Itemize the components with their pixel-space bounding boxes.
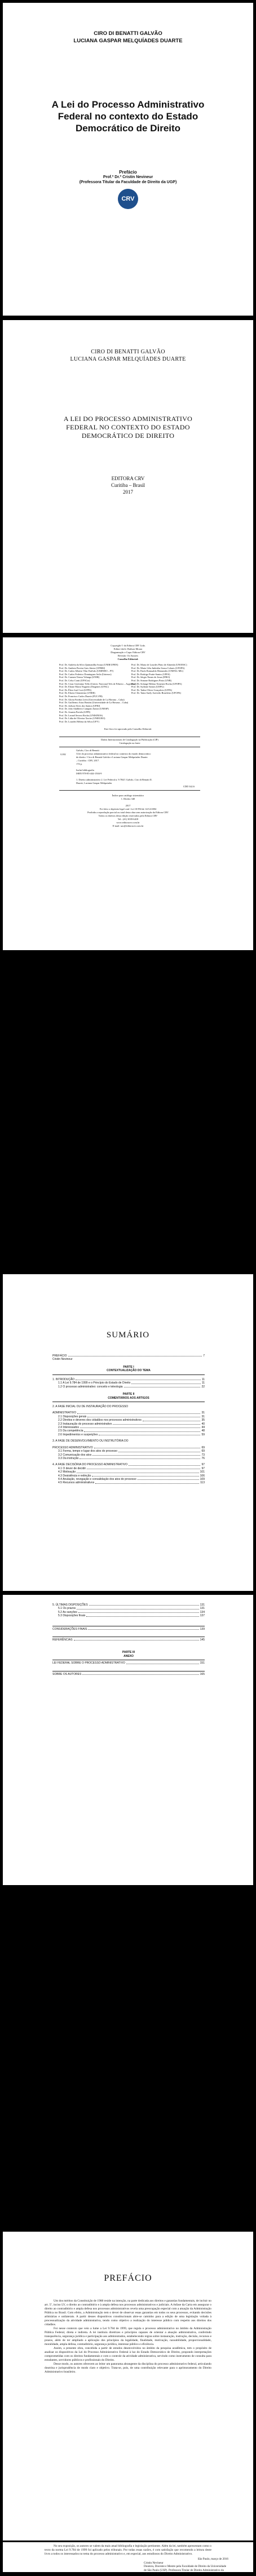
title-page-publisher-block (3, 475, 253, 495)
cover-title (3, 99, 253, 134)
cover-preface-label: Prefácio (119, 170, 137, 175)
preface-body (45, 2299, 211, 2374)
cover-authors (3, 30, 253, 45)
toc-entry[interactable] (52, 1439, 205, 1443)
toc-part-2 (52, 1393, 205, 1400)
title-page (3, 320, 253, 633)
toc-entry-page: 97 (201, 1466, 205, 1470)
toc-entry-title: 2. A FASE INICIAL OU DE INSTAURAÇÃO DO PROCESSO (52, 1405, 129, 1409)
copyright-line-4: Revisão: Os Autores (117, 654, 139, 657)
toc-authors-label: SOBRE OS AUTORES (52, 1672, 82, 1676)
toc-leader (129, 1463, 200, 1465)
cover-author-2: LUCIANA GASPAR MELQUÍADES DUARTE (73, 38, 183, 44)
editorial-board-member: Prof. Dr. Tadeu Oliver Gonçalves (UFPA) (131, 688, 173, 691)
editorial-board-member: Prof. Dr. Sydione Santos (UEPG) (131, 685, 164, 689)
editorial-board-member: Prof. Dr. Josania Portela (UFPI) (59, 710, 91, 713)
toc-leader (87, 1467, 200, 1469)
editorial-board-member: Prof. Dr. Tania Suely Azevedo Brasileiro (UFOPA) (131, 691, 182, 695)
toc-leader (84, 1429, 200, 1431)
legal-line-5: www.editoracrv.com.br (116, 821, 140, 824)
toc-entry-page: 106 (200, 1474, 205, 1478)
toc-leader (143, 1418, 201, 1421)
copyright-line-3: Diagramação e Capa: Editora CRV (111, 651, 145, 654)
editorial-board-member: Prof. Dr. Lídia de Oliveira Xavier (UNIEURO) (59, 717, 105, 720)
toc-part-1-sub: CONTEXTUALIZAÇÃO DO TEMA (107, 1369, 151, 1373)
toc-entry-page: 69 (201, 1446, 205, 1449)
toc-entry-page: 11 (201, 1381, 205, 1385)
copyright-line-2: Editor-chefe: Railson Moura (113, 648, 143, 650)
toc-entry-title: 2.2 Direitos e deveres dos cidadãos nos processos administrativos (58, 1418, 142, 1422)
editorial-board-member: Prof. Dr. Francisco Carlos Duarte (PUC-PR) (59, 694, 103, 698)
toc-preface-author (52, 1358, 205, 1361)
toc-annex-page: 151 (200, 1661, 205, 1665)
title-page-title-line-1: A LEI DO PROCESSO ADMINISTRATIVO (63, 415, 193, 423)
editorial-board-member: Prof. Dr. Élsio José Corá (UFFS) (59, 688, 91, 691)
toc-entry-title: 4. A FASE DECISÓRIA DO PROCESSO ADMINISTRATIVO (52, 1463, 127, 1467)
toc-leader (94, 1446, 201, 1448)
editorial-board-member: Prof. Dr. Paulo Romualdo Hernandes (UNIFAL-MG) (131, 670, 183, 673)
toc-leader (92, 1474, 198, 1477)
toc-entry-title: 1.2 O processo administrativo: conceito e teleologia (58, 1385, 123, 1389)
toc-entry-page: 22 (201, 1385, 205, 1389)
editorial-board-member: Prof. Dr. Carlos Federico Dominguez Avila (Unieuro) (59, 672, 112, 676)
editorial-board-member: Prof. Dr. Maria de Lourdes Pinto de Almeida (UNOESC) (131, 663, 187, 666)
editorial-board-member: Prof. Dr. Lourdes Helena da Silva (UFV) (59, 720, 99, 723)
title-page-title-line-3: DEMOCRÁTICO DE DIREITO (81, 432, 175, 440)
preface-continued-page (3, 2542, 253, 2576)
toc-leader (92, 1453, 200, 1456)
editorial-board-member: Prof. Dr. Carmen Tereza Velanga (UNIR) (59, 676, 100, 679)
cip-line: 1. Direito administrativo 2. Lei Federal n. 9.784/1 Galvão, Ciro di Benatti II. (76, 778, 152, 781)
catalog-index-item: 1. Direito 340 (121, 797, 135, 800)
toc-leader (124, 1385, 201, 1387)
toc-leader (138, 1478, 199, 1480)
toc-leader (95, 1481, 199, 1483)
editorial-board-member: Prof. Dr. Guillermo Arias Beatón (Universidade de La Havana – Cuba) (59, 701, 129, 704)
cip-line: Duarte, Luciana Gaspar Melquíades (76, 782, 112, 784)
cip-title (59, 737, 200, 745)
toc-entry-page: 131 (200, 1603, 205, 1607)
editorial-board-member: Prof. Dr. Simone Rodrigues Pinto (UNB) (131, 679, 172, 682)
cover-preface-by: Prof.º Dr.º Cristin Nevineur (103, 175, 153, 179)
table-of-contents-continued (52, 1600, 205, 1676)
legal-line-1: Foi feito o depósito legal conf. Lei 10.994 de 14/12/2004 (99, 808, 157, 810)
toc-part-3-title: PARTE III (122, 1651, 135, 1655)
toc-chapters-list (52, 1405, 205, 1485)
title-page-author-2: LUCIANA GASPAR MELQUÍADES DUARTE (70, 356, 186, 362)
toc-entry[interactable] (52, 1481, 205, 1484)
cover-author-1: CIRO DI BENATTI GALVÃO (94, 30, 162, 37)
toc-entry-title: 2.4 Interessados (58, 1426, 79, 1430)
toc-leader (78, 1611, 199, 1613)
toc-references-label: REFERÊNCIAS (52, 1638, 73, 1642)
preface-paragraph: Um dos méritos da Constituição de 1988 reside na intenção, na parte dedicada aos direitos e garantias fundamentais, de incluir no art. 5º, inciso LV, o direito ao contraditório e à ampla defesa nos processos administrativos e judiciais. A ênfase da Carta em assegurar o direito ao contraditório e ampla defesa nos processos administrativos revela uma preocupação especial com a atuação da Administração Pública no Brasil. Com efeito, a Administração tem o dever de observar essas garantias em todos os seus processos, evitando decisões arbitrárias e unilaterais. A partir desses dispositivos constitucionais abre-se caminho para a edição de uma legislação voltada à processualização da atividade administrativa, tendo como objetivo a realização do interesse público com respeito aos direitos dos cidadãos. (45, 2299, 211, 2326)
legal-line-6: E-mail: sac@editoracrv.com.br (112, 824, 144, 827)
title-page-author-1: CIRO DI BENATTI GALVÃO (91, 349, 165, 355)
toc-preface-label: PREFÁCIO (52, 1354, 67, 1358)
cover-title-line-1: A Lei do Processo Administrativo (51, 99, 205, 110)
toc-leader (82, 1673, 198, 1675)
preface-paragraph: Desse modo, os autores oferecem ao leitor um panorama abrangente da disciplina do processo administrativo federal, articulando doutrina e jurisprudência de modo claro e objetivo. Trata-se, pois, de uma contribuição relevante para o aprimoramento do Direito Administrativo brasileiro. (45, 2362, 211, 2374)
editorial-board-member: Prof. Dr. Elione Maria Nogueira Diogenes (UFAL) (59, 685, 109, 689)
editorial-board-member: Prof. Dr. Leonel Severo Rocha (UNISINOS) (59, 713, 103, 717)
editorial-board (59, 663, 200, 723)
toc-entry-title: 3.1 Forma, tempo e lugar dos atos do processo (58, 1449, 118, 1453)
cip-title-line-1: Dados Internacionais de Catalogação na Publicação (CIP) (101, 738, 158, 741)
toc-leader (99, 1433, 200, 1435)
preface-paragraph: Foi nesse contexto que veio a lume a Lei 9.784 de 1999, que regula o processo administrativo no âmbito da Administração Pública Federal, direta e indireta. A lei instituiu diretrizes e princípios capazes de orientar a atuação administrativa, conferindo transparência, segurança jurídica e participação aos administrados, estabelecendo regras sobre instauração, instrução, decisão, recursos e prazos, além de ter ampliado a aplicação dos princípios da legalidade, finalidade, motivação, razoabilidade, proporcionalidade, moralidade, ampla defesa, contraditório, segurança jurídica, interesse público e eficiência. (45, 2327, 211, 2346)
editorial-board-member: Prof. Dr. João Adalberto Campato Junior (UNESP) (59, 707, 109, 711)
toc-authors-page: 165 (200, 1672, 205, 1676)
preface-closing-paragraph: No seu exposição, os autores se valem da mais atual bibliografia e legislação pertinente. Além da lei, também apresentam como o texto da norma Lei 9.784 de 1999 foi aplicado pelos tribunais. Por todas essas razões, é com satisfação que recomendo a leitura deste livro a todos os interessados no tema do processo administrativo e, em especial, aos estudiosos do Direito Administrativo. (45, 2544, 211, 2556)
toc-entry-page: 48 (201, 1429, 205, 1433)
cip-line: 174 p. (76, 762, 82, 765)
preface-paragraph: Assim, a presente obra, concebida a partir de estudos desenvolvidos no âmbito da pesquisa acadêmica, tem o propósito de analisar os dispositivos da Lei do Processo Administrativo Federal à luz do Estado Democrático de Direito, propondo interpretações comprometidas com os direitos fundamentais e com o controle da atividade administrativa, servindo como instrumento de consulta para estudantes, servidores públicos e profissionais do Direito. (45, 2347, 211, 2362)
toc-entry-title: 5.1 Os prazos (58, 1607, 76, 1611)
toc-entry-title: 2.5 Da competência (58, 1429, 83, 1433)
copyright-page (3, 637, 253, 950)
toc-entry-title: ADMINISTRATIVO (52, 1411, 77, 1415)
toc-leader (77, 1607, 199, 1609)
toc-references-page: 145 (200, 1638, 205, 1642)
toc-entry-page: 31 (201, 1415, 205, 1418)
cip-line: – Curitiba : CRV, 2017. (76, 759, 100, 762)
table-of-contents (52, 1354, 205, 1485)
toc-entry-title: 4.4 Anulação, revogação e convalidação dos atos do processo (58, 1477, 136, 1481)
editorial-board-member: Prof. Dr. Antônio Pereira Gaio Júnior (UFRRJ) (59, 666, 105, 670)
legal-line-3: Todos os direitos desta edição reservados pela Editora CRV (98, 814, 158, 817)
legal-line-2: Proibida a reprodução parcial ou total desta obra sem autorização da Editora CRV (87, 811, 169, 814)
toc-entry-page: 40 (201, 1422, 205, 1426)
cip-title-line-2: Catalogação na fonte (119, 742, 140, 744)
legal-year: 2017 (125, 804, 131, 807)
toc-entry[interactable] (52, 1457, 205, 1460)
cover-title-line-2: Federal no contexto do Estado (58, 111, 198, 122)
toc-entry-title: 3.3 Da instrução (58, 1456, 79, 1460)
summary-page (3, 1274, 253, 1591)
summary-heading: SUMÁRIO (106, 1331, 150, 1340)
toc-entry-title: 5.3 Disposições finais (58, 1614, 86, 1618)
toc-part-2-sub: COMENTÁRIOS AOS ARTIGOS (108, 1396, 149, 1400)
copyright-line-1: Copyright © da Editora CRV Ltda. (111, 644, 145, 647)
toc-part-3-sub: ANEXO (123, 1654, 134, 1658)
title-page-authors (3, 348, 253, 363)
toc-entry-title: 1.1 A Lei 9.784 de 1999 e o Princípio do Estado de Direito (58, 1381, 131, 1385)
toc-leader (131, 1381, 200, 1384)
toc-entry[interactable] (52, 1385, 205, 1389)
toc-leader (80, 1457, 200, 1459)
cover-preface-role: (Professora Titular da Faculdade de Direito da UGP) (79, 180, 177, 184)
toc-conclusion[interactable] (52, 1628, 205, 1631)
toc-entry-title: 1. INTRODUÇÃO (52, 1377, 75, 1381)
toc-leader (113, 1422, 200, 1425)
editorial-board-member: Prof. Dr. Solange Helena Ximenes-Rocha (UFOPA) (131, 682, 182, 685)
toc-entry[interactable] (52, 1433, 205, 1436)
cip-body (76, 749, 200, 785)
editorial-board-member: Prof. Dr. Jailson Alves dos Santos (UFRJ) (59, 704, 100, 707)
editorial-board-left (59, 663, 136, 723)
toc-entry-page: 59 (201, 1433, 205, 1436)
title-page-city: Curitiba – Brasil (111, 482, 145, 488)
cover-title-line-3: Democrático de Direito (75, 123, 181, 134)
toc-conclusion-label: CONSIDERAÇÕES FINAIS (52, 1627, 87, 1631)
toc-entry-page: 31 (201, 1411, 205, 1415)
title-page-year: 2017 (123, 489, 133, 495)
cip-line: Galvão, Ciro di Benatti (76, 749, 99, 752)
legal-block (3, 804, 253, 828)
toc-preface-author-name: Cristin Nevineur (52, 1358, 73, 1362)
title-page-title (3, 415, 253, 440)
preface-signer-role: Doutora, Docente e Mestre pela Faculdade de Direito da Universidade de São Paulo (USP). Professora Titular de Direito Administrativo da Faculdade de Direito da Universidade de São Paulo. (144, 2565, 227, 2576)
toc-entry-page: 137 (200, 1614, 205, 1618)
toc-leader (126, 1661, 199, 1664)
editorial-board-member: Prof. Dr. Rodrigo Pratte-Santos (UFES) (131, 672, 170, 676)
toc-entry-page: 35 (201, 1418, 205, 1422)
catalog-index (3, 794, 253, 801)
toc-entry-page: 113 (200, 1481, 205, 1485)
toc-entry-page: 69 (201, 1449, 205, 1453)
copyright-header (3, 644, 253, 661)
preface-closing (45, 2544, 211, 2556)
toc-part-1-title: PARTE I (123, 1365, 134, 1369)
toc-entry-title: PROCESSO ADMINISTRATIVO (52, 1446, 93, 1449)
toc-leader (88, 1628, 198, 1630)
toc-leader (80, 1426, 200, 1428)
preface-page (3, 2232, 253, 2540)
toc-entry-title: 4.5 Recursos administrativos (58, 1481, 95, 1485)
cip-code: G182 (60, 753, 66, 756)
toc-leader (89, 1603, 199, 1606)
toc-conclusion-page: 139 (200, 1627, 205, 1631)
cover-page (3, 3, 253, 316)
cip-line: de direito / Ciro di Benatti Galvão e Luciana Gaspar Melquíades Duarte. (76, 756, 148, 759)
toc-entry-page: 44 (201, 1426, 205, 1430)
cip-cdd: CDD 342.6 (183, 785, 195, 788)
toc-preface-page: 7 (203, 1354, 205, 1358)
toc-annex[interactable] (52, 1661, 205, 1665)
toc-entry[interactable] (52, 1405, 205, 1408)
toc-references[interactable] (52, 1638, 205, 1642)
toc-entry-title: 5.2 As sanções (58, 1610, 77, 1614)
cip-line: ISBN 978-85-444-1504-9 (76, 772, 102, 775)
toc-leader (77, 1411, 200, 1413)
toc-entry[interactable] (52, 1614, 205, 1617)
toc-leader (68, 1354, 202, 1356)
approval-notice: Este livro foi aprovado pelo Conselho Editorial. (104, 728, 152, 730)
title-page-publisher: EDITORA CRV (111, 476, 145, 481)
toc-leader (87, 1415, 200, 1417)
toc-entry-page: 109 (200, 1477, 205, 1481)
toc-part-2-title: PARTE II (122, 1393, 135, 1396)
toc-leader (118, 1449, 200, 1452)
title-page-title-line-2: FEDERAL NO CONTEXTO DO ESTADO (66, 423, 190, 431)
toc-entry-page: 73 (201, 1453, 205, 1457)
toc-authors[interactable] (52, 1673, 205, 1676)
preface-signer: Cristin Nevineur (144, 2561, 164, 2565)
editorial-board-member: Prof. Dr. Gloria Fariñas León (Universidade de La Havana – Cuba) (59, 698, 125, 701)
toc-annex-label: LEI FEDERAL SOBRE O PROCESSO ADMINISTRATIVO (52, 1661, 125, 1665)
editorial-board-member: Prof. Dr. Sérgio Nunes de Jesus (IFRO) (131, 676, 170, 679)
toc-entry-page: 131 (200, 1607, 205, 1611)
toc-leader (76, 1378, 201, 1380)
editorial-board-member: Prof. Dr. Celso Conti (UFSCar) (59, 679, 90, 682)
editorial-board-member: Prof. Dr. Maria Lília Imbiriba Sousa Colares (UFOPA) (131, 666, 185, 670)
toc-entry-page: 76 (201, 1456, 205, 1460)
toc-entry-title: 2.6 Impedimentos e suspeições (58, 1433, 98, 1436)
toc-intro-list (52, 1378, 205, 1389)
toc-part-3 (52, 1651, 205, 1658)
toc-entry-title: 5. ÚLTIMAS DISPOSIÇÕES (52, 1603, 88, 1607)
toc-entry-title: 4.2 Motivação (58, 1470, 76, 1474)
preface-place-date: São Paulo, março de 2016 (197, 2557, 228, 2561)
preface-heading: PREFÁCIO (104, 2273, 152, 2283)
editorial-board-member: Prof. Dr. Andréia da Silva Quintanilha Sousa (UNIR/UFRN) (59, 663, 118, 666)
cover-preface-credit (3, 170, 253, 185)
cip-record (59, 747, 200, 791)
toc-entry-page: 101 (200, 1470, 205, 1474)
toc-entry-title: 4.1 O dever de decidir (58, 1466, 86, 1470)
toc-entry-title: 2.3 Instauração do processo administrativo (58, 1422, 112, 1426)
toc-entry-title: 3. A FASE DE DESENVOLVIMENTO OU INSTRUTÓRIA DO (52, 1439, 129, 1443)
crv-logo: CRV (118, 189, 138, 209)
catalog-index-heading: Índice para catálogo sistemático (112, 794, 144, 797)
toc-leader (77, 1470, 199, 1473)
toc-entry-title: 3.2 Comunicação dos atos (58, 1453, 92, 1457)
toc-entry-page: 134 (200, 1610, 205, 1614)
toc-entry-title: 4.3 Desistência e extinção (58, 1474, 91, 1478)
copyright-line-5: Conselho Editorial: (117, 658, 139, 660)
toc-final-list (52, 1603, 205, 1618)
toc-entry-page: 97 (201, 1463, 205, 1467)
editorial-board-right (131, 663, 200, 723)
toc-entry-page: 11 (201, 1377, 205, 1381)
legal-line-4: Tel.: (41) 3039-6418 (117, 818, 139, 821)
toc-entry-title: 2.1 Disposições gerais (58, 1415, 87, 1418)
toc-part-1 (52, 1365, 205, 1373)
editorial-board-member: Prof. Dr. Elizeu Clementino (UNEB) (59, 691, 95, 695)
editorial-board-member: Prof. Dr. Carlos Alberto Vilar Estêvão (UMINHO – PT) (59, 670, 114, 673)
summary-continued-page (3, 1595, 253, 1885)
toc-leader (86, 1614, 198, 1616)
toc-leader (74, 1638, 199, 1641)
editorial-board-member: Prof. Dr. Cesar Gerónimo Tello (Univer. Nacional Três de Febrero – Argentina) (59, 682, 136, 685)
cip-line: Inclui bibliografia (76, 769, 94, 772)
preface-signature (144, 2557, 228, 2576)
cip-line: A lei do processo administrativo federal no contexto do estado democrático (76, 752, 151, 755)
